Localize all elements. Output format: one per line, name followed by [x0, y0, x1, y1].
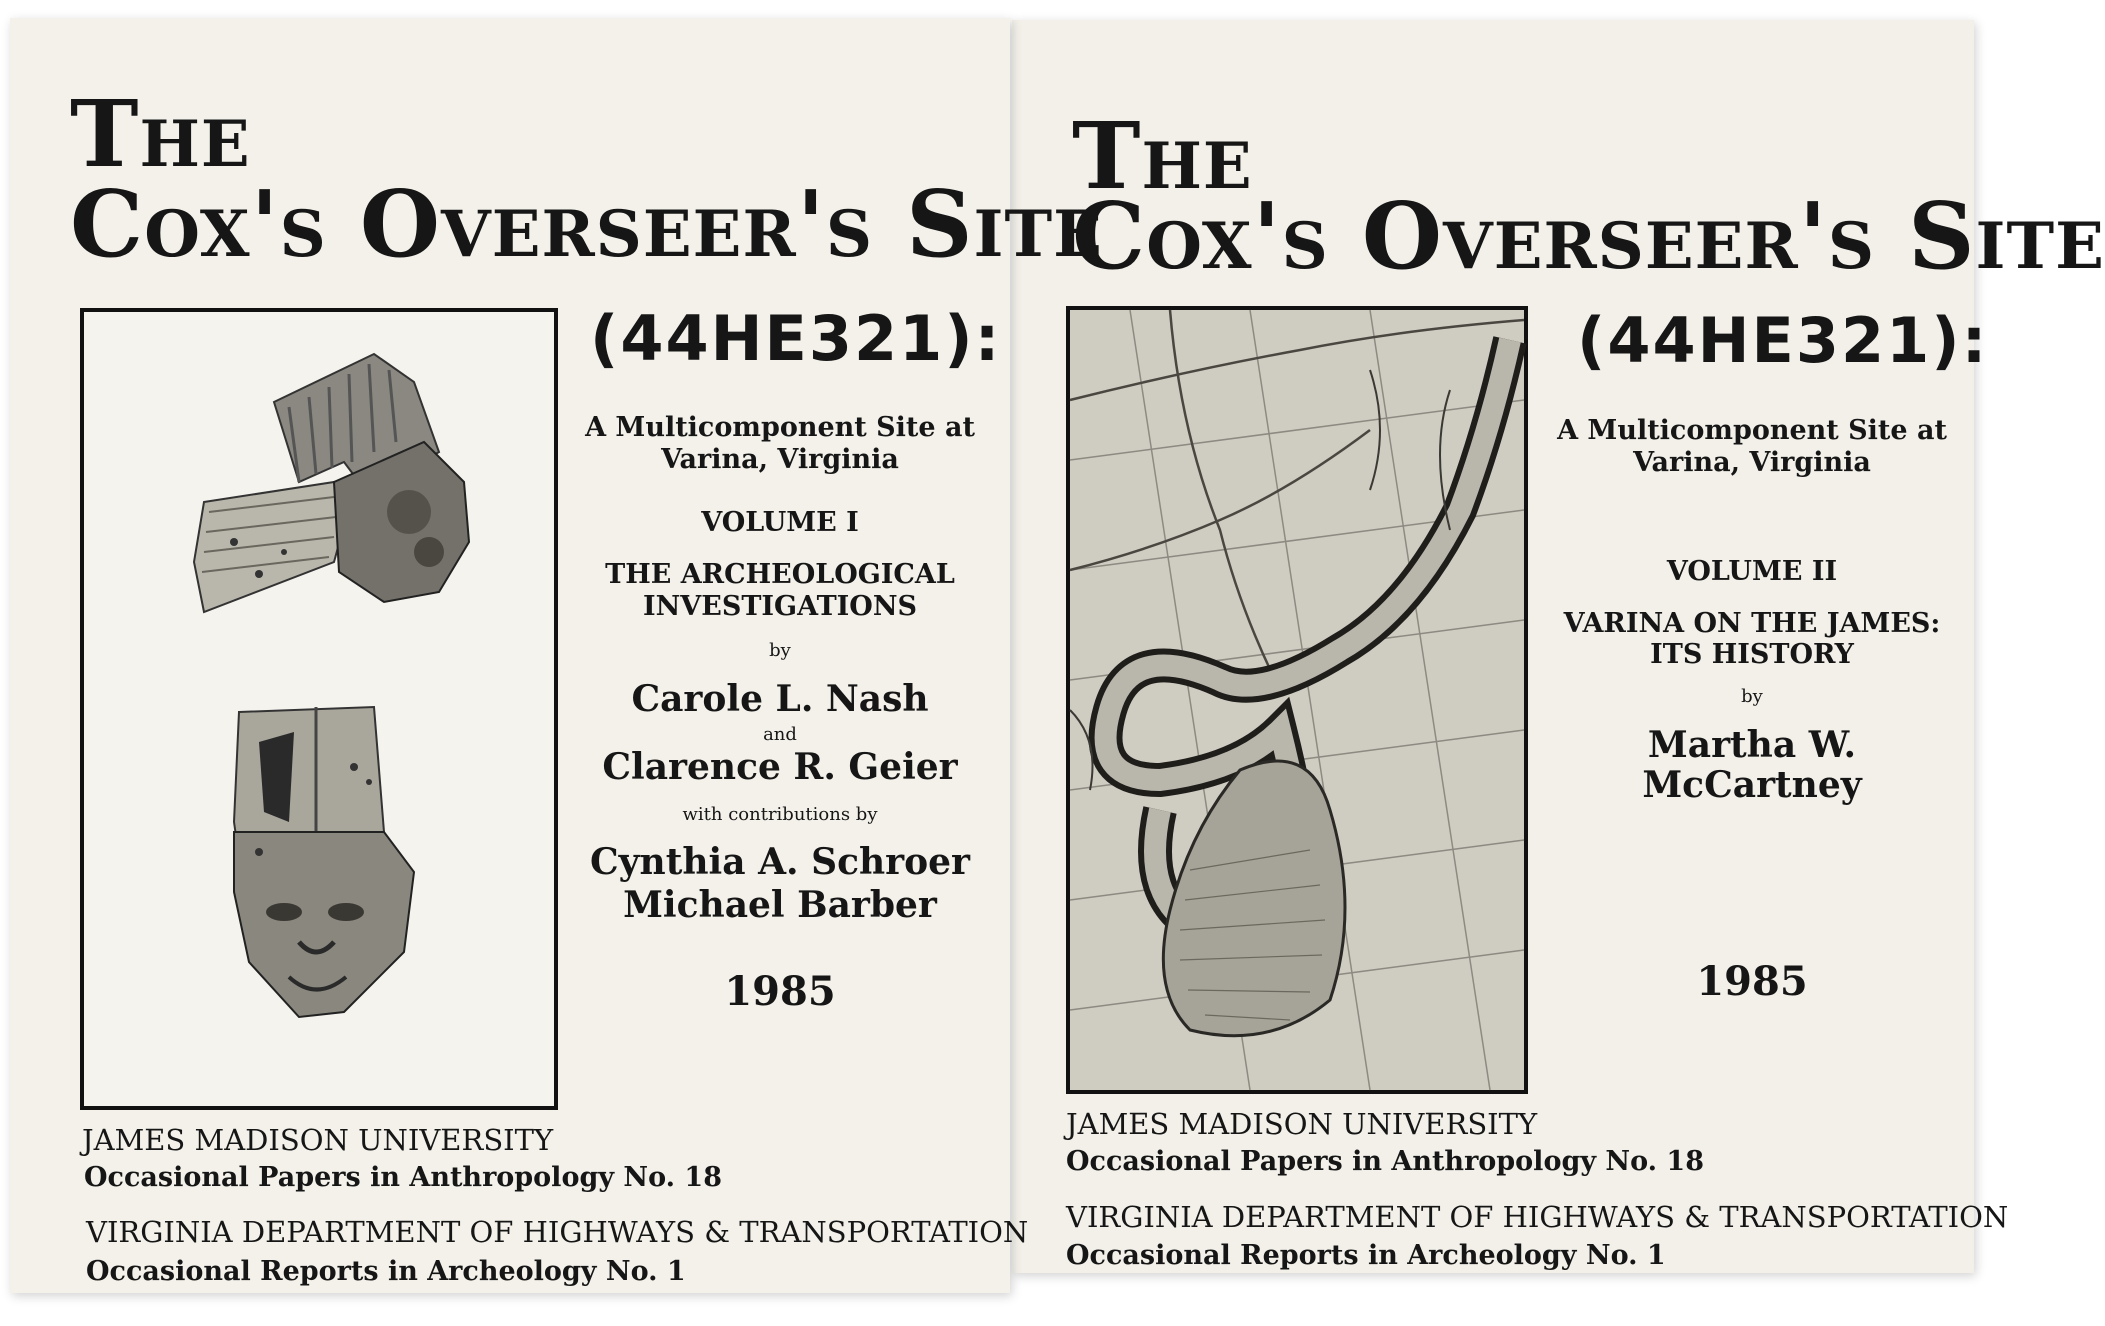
- publisher-1-series: Occasional Papers in Anthropology No. 18: [84, 1162, 723, 1193]
- author-2: Clarence R. Geier: [602, 746, 958, 788]
- subtitle-line-1: A Multicomponent Site at: [585, 412, 975, 443]
- publisher-2-name: VIRGINIA DEPARTMENT OF HIGHWAYS & TRANSPORTATION: [86, 1215, 1029, 1249]
- volume-label: VOLUME I: [701, 507, 859, 538]
- site-code: (44HE321):: [1577, 304, 1989, 377]
- subtitle-line-2: Varina, Virginia: [1633, 447, 1871, 478]
- title-main: Cox's Overseer's Site: [1072, 182, 2105, 290]
- artifact-photo: [80, 308, 558, 1110]
- volume-title-line-2: INVESTIGATIONS: [642, 591, 917, 622]
- and-label: and: [763, 724, 797, 745]
- historic-map: [1066, 306, 1528, 1094]
- volume-title-line-1: VARINA ON THE JAMES:: [1563, 608, 1941, 639]
- artifact-photo-image: [84, 312, 554, 1106]
- publisher-2-series: Occasional Reports in Archeology No. 1: [86, 1256, 686, 1287]
- volume-label: VOLUME II: [1666, 556, 1838, 587]
- contributor-2: Michael Barber: [623, 884, 937, 926]
- title-main: Cox's Overseer's Site: [70, 170, 1103, 278]
- subtitle-line-2: Varina, Virginia: [661, 444, 899, 475]
- book-cover-volume-1: [10, 18, 1103, 1293]
- publisher-1-name: JAMES MADISON UNIVERSITY: [82, 1123, 554, 1157]
- publication-year: 1985: [1696, 958, 1808, 1005]
- publisher-1-name: JAMES MADISON UNIVERSITY: [1066, 1107, 1538, 1141]
- publisher-1-series: Occasional Papers in Anthropology No. 18: [1066, 1146, 1705, 1177]
- title-the: The: [1072, 102, 1253, 210]
- contributions-label: with contributions by: [682, 804, 878, 825]
- publication-year: 1985: [724, 968, 836, 1015]
- historic-map-image: [1070, 310, 1524, 1090]
- book-cover-volume-2: [1012, 20, 2105, 1273]
- by-label: by: [769, 640, 791, 661]
- contributor-1: Cynthia A. Schroer: [589, 841, 971, 883]
- author-1: Martha W. McCartney: [1642, 724, 1862, 806]
- by-label: by: [1741, 686, 1763, 707]
- publisher-2-series: Occasional Reports in Archeology No. 1: [1066, 1240, 1666, 1271]
- site-code: (44HE321):: [590, 302, 1002, 375]
- volume-title-line-1: THE ARCHEOLOGICAL: [605, 559, 955, 590]
- volume-title-line-2: ITS HISTORY: [1650, 639, 1854, 670]
- subtitle-line-1: A Multicomponent Site at: [1557, 415, 1947, 446]
- title-the: The: [70, 80, 251, 188]
- publisher-2-name: VIRGINIA DEPARTMENT OF HIGHWAYS & TRANSPORTATION: [1066, 1200, 2009, 1234]
- author-1: Carole L. Nash: [631, 678, 929, 720]
